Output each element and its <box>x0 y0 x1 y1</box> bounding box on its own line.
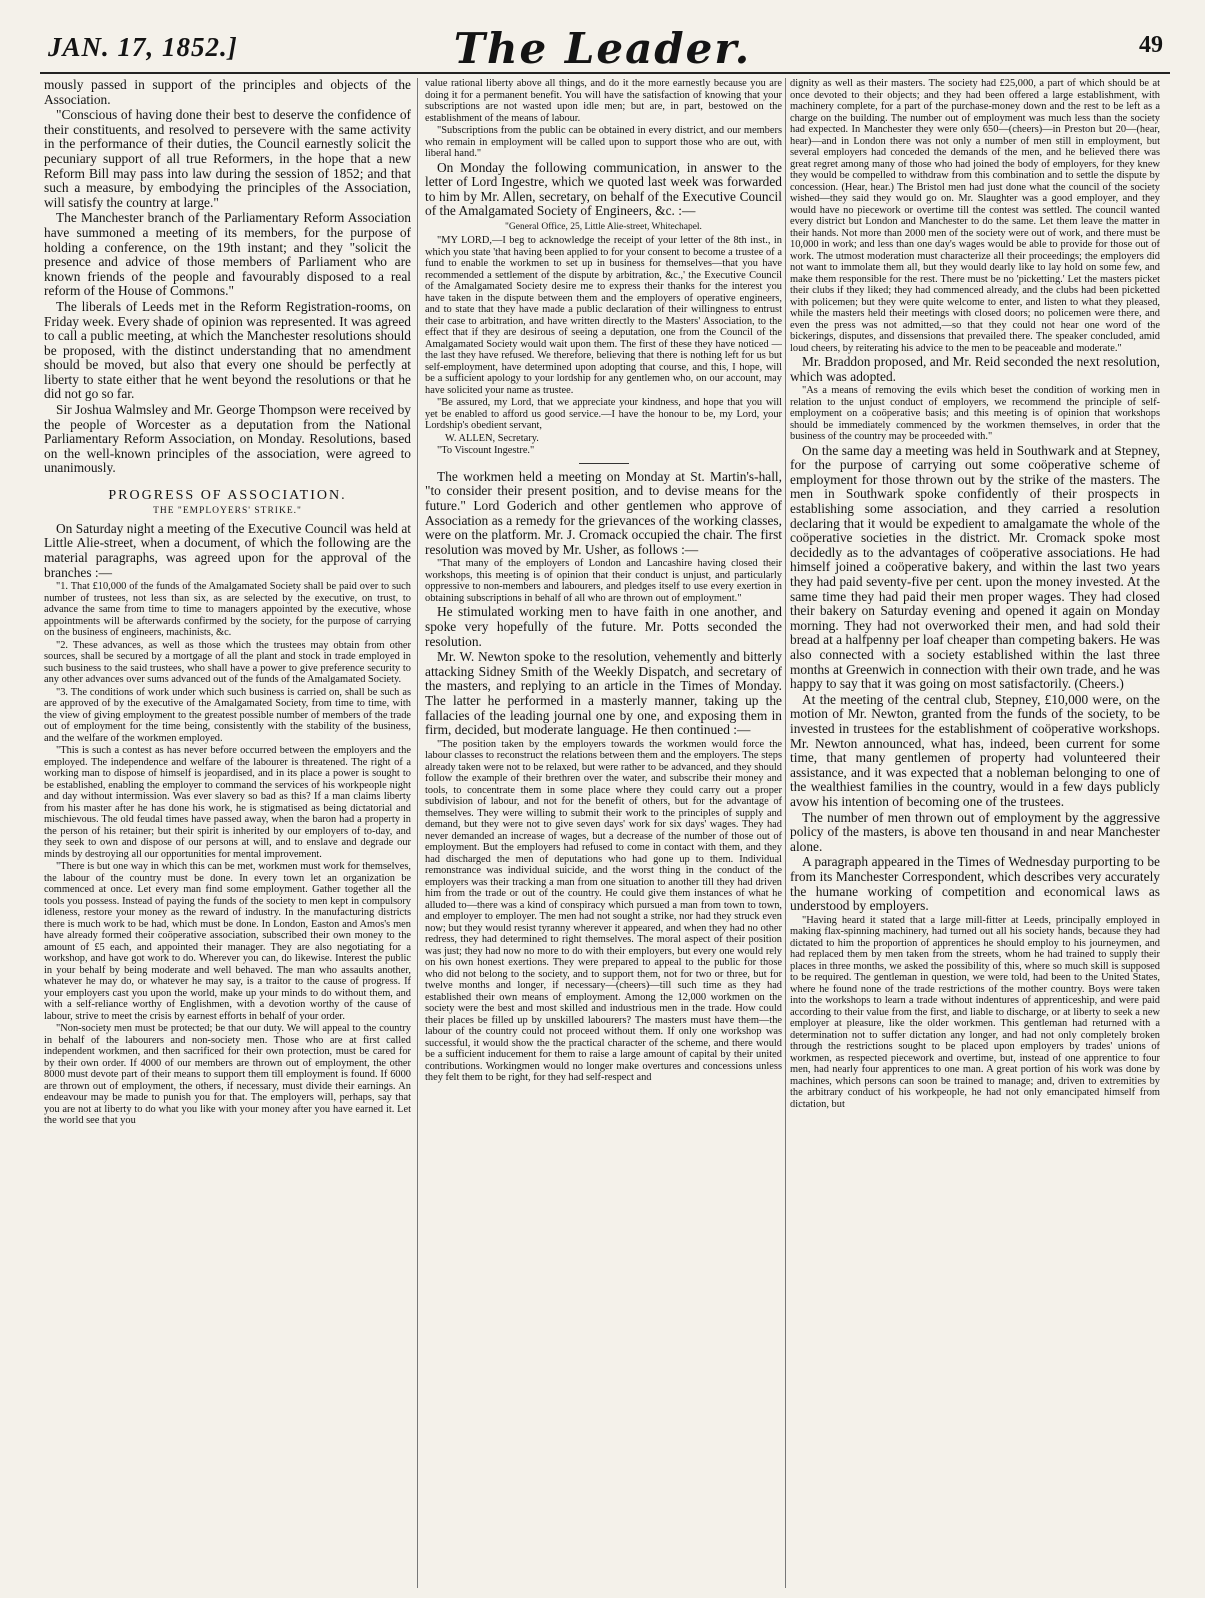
quote-paragraph: "Non-society men must be protected; be that our duty. We will appeal to the country in behalf of the labourers and non-society men. Those who are at first called independent workmen, and then sacrificed for their own protection, must be cared for by their own order. If 4000 of our members are thrown out of employment, the other 8000 must devote part of their means to support them till employment is found. If 6000 are thrown out of employment, the others, if necessary, must divide their earnings. An endeavour may be made to punish you for that. The employers will, perhaps, say that you are not at liberty to do what you like with your money after you have earned it. Let the world see that you <box>44 1023 411 1127</box>
quote-paragraph: "Subscriptions from the public can be obtained in every district, and our members who remain in employment will be called upon to support those who are out, with liberal hand." <box>425 125 782 159</box>
paragraph: At the meeting of the central club, Stepney, £10,000 were, on the motion of Mr. Newton, granted from the funds of the society, to be invested in trustees for the establishment of coöperative workshops. Mr. Newton announced, what has, indeed, been current for some time, that many gentlemen of property had volunteered their assistance, and it was expected that a nobleman belonging to one of the wealthiest families in the country, would in a few days publicly avow his intention of becoming one of the trustees. <box>790 691 1160 809</box>
paragraph: The Manchester branch of the Parliamentary Reform Association have summoned a meeting of its members, for the purpose of holding a conference, on the 19th instant; and they "solicit the presence and advice of those members of Parliament who are known friends of the people and favourably disposed to a real reform of the House of Commons." <box>44 210 411 299</box>
letter-paragraph: "To Viscount Ingestre." <box>437 445 535 457</box>
quote-paragraph: "That many of the employers of London and Lancashire having closed their workshops, this meeting is of opinion that their conduct is unjust, and particularly oppressive to non-members and labourers, and pledges itself to use every exertion in obtaining subscriptions in behalf of all who are thrown out of employment." <box>425 558 782 604</box>
quote-paragraph: "1. That £10,000 of the funds of the Amalgamated Society shall be paid over to such number of trustees, not less than six, as are selected by the executive, on trust, to advance the same from time to time to managers appointed by the executive, whose appointments will be afterwards confirmed by the society, for the purpose of carrying on the business of engineers, machinists, &c. <box>44 581 411 639</box>
quote-paragraph: "Having heard it stated that a large mill-fitter at Leeds, principally employed in making flax-spinning machinery, had turned out all his society hands, because they had dictated to him the proportion of apprentices he should employ to his journeymen, and had replaced them by men taken from the streets, whom he had trained to supply their places in three months, we asked the possibility of this, where so much skill is supposed to be required. The gentleman in question, we were told, had been to the United States, where he found none of the trade restrictions of the mother country. Boys were taken into the workshops to learn a trade without indentures of apprenticeship, and were paid according to their value from the first, and liable to discharge, or at liberty to seek a new employer at pleasure, like the older workmen. This gentleman had returned with a determination not to suffer dictation any longer, and had not only completely broken through the restrictions sought to be placed upon employers by trades' unions of workmen, as respected piecework and overtime, but, instead of one apprentice to four men, had nearly four apprentices to one man. A great portion of his work was done by machines, which persons can soon be trained to manage; and, driven to extremities by the arbitrary conduct of his workpeople, he had not only emancipated himself from dictation, but <box>790 914 1160 1110</box>
paragraph: Sir Joshua Walmsley and Mr. George Thompson were received by the people of Worcester as a deputation from the National Parliamentary Reform Association, on Monday. Resolutions, based on the well-known principles of the association, were agreed to unanimously. <box>44 402 411 476</box>
letter-signature <box>425 433 782 445</box>
letter-paragraph: "Be assured, my Lord, that we appreciate your kindness, and hope that you will yet be enabled to afford us good service.—I have the honour to be, my Lord, your Lordship's obedient servant, <box>425 397 782 432</box>
section-heading: PROGRESS OF ASSOCIATION. <box>108 488 347 504</box>
quote-paragraph: "As a means of removing the evils which beset the condition of working men in relation to the unjust conduct of employers, we recommend the principle of self-employment on a coöperative basis; and this meeting is of opinion that workshops should be immediately commenced by the workmen themselves, in order that the business of the country may be proceeded with." <box>790 385 1160 443</box>
column-divider <box>785 78 786 1588</box>
paragraph: The workmen held a meeting on Monday at St. Martin's-hall, "to consider their present position, and to devise means for the future." Lord Goderich and other gentlemen who approve of Association as a remedy for the grievances of the working classes, were on the platform. Mr. J. Cromack occupied the chair. The first resolution was moved by Mr. Usher, as follows :— <box>425 468 782 557</box>
page-number: 49 <box>1139 32 1163 58</box>
separator-rule <box>579 463 629 464</box>
section-subheading: THE "EMPLOYERS' STRIKE." <box>153 506 302 517</box>
letter-address: "General Office, 25, Little Alie-street, Whitechapel. <box>505 221 702 232</box>
quote-paragraph: value rational liberty above all things, and do it the more earnestly because you are doing it for a permanent benefit. You will have the satisfaction of knowing that your subscriptions are not wasted upon idle men; but are, in part, bestowed on the establishment of the means of labour. <box>425 78 782 124</box>
signature-text: W. ALLEN, Secretary. <box>445 432 539 444</box>
quote-paragraph: "This is such a contest as has never before occurred between the employers and the employed. The independence and welfare of the labourer is threatened. The right of a working man to dispose of himself is jeopardised, and in its place a power is sought to be established, enabling the employer to command the services of his workpeople night and day without intermission. Was ever slavery so bad as this? If a man claims liberty from his master after he has done his work, he is stigmatised as being dictatorial and mischievous. The old feudal times have passed away, when the baron had a property in the person of his retainer; but their spirit is inherited by our employers of to-day, and they seek to own and dispose of our persons at will, and to enslave and degrade our minds by destroying all our opportunities for mental improvement. <box>44 745 411 860</box>
paragraph: A paragraph appeared in the Times of Wednesday purporting to be from its Manchester Correspondent, which describes very accurately the humane working of competition and economical laws as understood by employers. <box>790 854 1160 914</box>
paragraph: He stimulated working men to have faith in one another, and spoke very hopefully of the future. Mr. Potts seconded the resolution. <box>425 604 782 649</box>
header-rule <box>40 72 1170 74</box>
column-3 <box>790 78 1160 1588</box>
column-2 <box>425 78 782 1588</box>
paragraph: The number of men thrown out of employment by the aggressive policy of the masters, is above ten thousand in and near Manchester alone. <box>790 809 1160 854</box>
paragraph: On the same day a meeting was held in Southwark and at Stepney, for the purpose of carrying out some coöperative scheme of employment for those thrown out by the strike of the masters. The men in Southwark spoke confidently of their prospects in establishing some association, and they carried a resolution declaring that it would be expedient to amalgamate the whole of the coöperative societies in the district. Mr. Cromack spoke most decidedly as to the advantages of coöperative associations. He had himself joined a coöperative bakery, and within the last two years they had paid seventy-five per cent. upon the money invested. At the same time they had paid their men proper wages. They had closed their bakery on Saturday evening and opened it again on Monday morning. They had not overworked their men, and had sold their bread at a halfpenny per loaf cheaper than competing bakers. He was also connected with a society established within the last three months at Greenwich in connection with their own trade, and he was happy to say that it was going on most satisfactorily. (Cheers.) <box>790 442 1160 692</box>
quote-paragraph: "The position taken by the employers towards the workmen would force the labour classes to reconstruct the relations between them and the employers. The steps already taken were not to be relaxed, but were rather to be advanced, and they should follow the example of their brethren over the water, and subscribe their money and tools, to concentrate them in some place where they could carry out a proper subdivision of labour, and not for the benefit of others, but for the advantage of themselves. They were willing to submit their work to the principles of supply and demand, but they were not to give seven days' work for six days' wages. They had never demanded an increase of wages, but a decrease of the number of those out of employment. But the employers had refused to come in contact with them, and they had discharged the men of deputations who had gone up to them. Individual remonstrance was individual suicide, and the worst thing in the conduct of the employers was their tracking a man from one situation to another till they had driven him from the trade or out of the country. He could give them instances of what he alluded to—there was a kind of conspiracy which pursued a man from town to town, and employer to employer. The men had not sought a strike, nor had they struck even now; but they would resist tyranny wherever it appeared, and when they had no other redress, they had determined to right themselves. The moral aspect of their position was just; they had now no more to do with their employers, but every one would rely on his own honest exertions. They were prepared to appeal to the public for those who did not belong to the society, and to support them, not for two or three, but for twelve months and longer, if necessary—(cheers)—till such time as they had established their own means of employment. Among the 12,000 workmen on the society were the best and most skilled and industrious men in the trade. How could their places be filled up by unskilled labourers? The masters must have them—the labour of the country could not proceed without them. If only one workshop was successful, it would show the the practical character of the scheme, and there would be a sufficient inducement for them to raise a large amount of capital by their united contributions. Workingmen would no longer make overtures and concessions unless they felt them to be right, for they had self-respect and <box>425 738 782 1084</box>
quote-paragraph: dignity as well as their masters. The society had £25,000, a part of which should be at once devoted to their objects; and they had been offered a large establishment, with machinery complete, for a part of the purchase-money down and the rest to be left as a charge on the building. The number out of employment was much less than the society had expected. In Manchester they were only 650—(cheers)—in Preston but 20—(hear, hear)—and in London there was not only a number of men still in employment, but several employers had conceded the demands of the men, and he believed there was great regret among many of those who had joined the body of employers, for they knew they would be compelled to withdraw from this combination and to settle the dispute by concession. (Hear, hear.) The Bristol men had just done what the council of the society wished—they said they would go on. Mr. Slaughter was a good employer, and they would have no piecework or overtime till the contest was settled. The council wanted every district but London and Manchester to do the same. Let them leave the matter in their hands. Not more than 2000 men of the society were out of work, and there must be 10,000 in work; and less than one day's wages would be able to provide for those out of work. The utmost moderation must characterize all their proceedings; the employers did not want to immolate them all, but they would dearly like to lay hold on some few, and make them responsible for the rest. There must be no 'picketting.' Let the masters picket their clubs if they liked; they had commenced already, and the clubs had been picketted with policemen; but they were quite welcome to enter, and listen to what they pleased, while the masters held their meetings with closed doors; no policemen were there, and even the press was not admitted,—so that they could not hear one word of the bickerings, disputes, and dissensions that prevailed there. The speaker concluded, amid loud cheers, by reiterating his advice to the men to be peaceable and moderate." <box>790 78 1160 354</box>
paragraph: On Monday the following communication, in answer to the letter of Lord Ingestre, which we quoted last week was forwarded to him by Mr. Allen, secretary, on behalf of the Executive Council of the Amalgamated Society of Engineers, &c. :— <box>425 159 782 219</box>
quote-paragraph: "Conscious of having done their best to deserve the confidence of their constituents, and resolved to persevere with the same activity in the performance of their duties, the Council earnestly solicit the pecuniary support of all true Reformers, in the hope that a new Reform Bill may pass into law during the session of 1852; and that such a measure, by embodying the principles of the Association, will satisfy the country at large." <box>44 107 411 210</box>
issue-date: JAN. 17, 1852.] <box>48 32 238 62</box>
paragraph: The liberals of Leeds met in the Reform Registration-rooms, on Friday week. Every shade of opinion was represented. It was agreed to call a public meeting, at which the Manchester resolutions should be proposed, with the distinct understanding that no amendment should be moved, but also that every one should be perfectly at liberty to state either that he went beyond the resolutions or that he did not go so far. <box>44 298 411 402</box>
quote-paragraph: "3. The conditions of work under which such business is carried on, shall be such as are approved of by the executive of the Amalgamated Society, from time to time, with the view of giving employment to the greatest possible number of members of the trade out of employment for the time being, consistently with the stability of the business, and the welfare of the workmen employed. <box>44 686 411 744</box>
column-divider <box>417 78 418 1588</box>
letter-paragraph: "MY LORD,—I beg to acknowledge the receipt of your letter of the 8th inst., in which you state 'that having been applied to for your consent to become a trustee of a fund to enable the workmen to set up in business for themselves—that you have recommended a settlement of the dispute by arbitration, &c.,' the Executive Council of the Amalgamated Society desire me to express their thanks for the interest you have taken in the dispute between them and the employers of operative engineers, and to state that they have made a public declaration of their willingness to entrust their case to arbitration, and have written directly to the Masters' Association, to the effect that if they are desirous of seeing a deputation, one from the Council of the Amalgamated Society would wait upon them. The first of these they have noticed —the last they have refused. We therefore, believing that there is nothing left for us but self-employment, have determined upon adopting that course, and this, I hope, will be a sufficient apology to your lordship for any gentlemen who, on our account, may have solicited your name as trustee. <box>425 235 782 396</box>
column-1 <box>44 78 411 1588</box>
newspaper-title: The Leader. <box>453 24 752 73</box>
quote-paragraph: "2. These advances, as well as those which the trustees may obtain from other sources, shall be secured by a mortgage of all the plant and stock in trade employed in such business to the said trustees, who shall have a power to give preference security to any other advances over sums advanced out of the funds of the Amalgamated Society. <box>44 639 411 686</box>
masthead <box>0 0 1205 72</box>
paragraph: Mr. Braddon proposed, and Mr. Reid seconded the next resolution, which was adopted. <box>790 354 1160 384</box>
paragraph: mously passed in support of the principles and objects of the Association. <box>44 78 411 107</box>
paragraph: Mr. W. Newton spoke to the resolution, vehemently and bitterly attacking Sidney Smith of the Weekly Dispatch, and secretary of the masters, and replying to an article in the Times of Monday. The latter he performed in a masterly manner, taking up the fallacies of the leading journal one by one, and exposing them in firm, decided, but moderate language. He then continued :— <box>425 649 782 738</box>
paragraph: On Saturday night a meeting of the Executive Council was held at Little Alie-street, when a document, of which the following are the material paragraphs, was agreed upon for the approval of the branches :— <box>44 520 411 580</box>
quote-paragraph: "There is but one way in which this can be met, workmen must work for themselves, the labour of the country must be done. In every town let an organization be commenced at once. Let every man find some employment. Gather together all the tools you possess. Instead of paying the funds of the society to men kept in compulsory idleness, restore your money as the reward of industry. In the manufacturing districts there is much work to be had, which must be done. In London, Easton and Amos's men have already formed their coöperative association, subscribed their own money to the amount of £5 each, and appointed their manager. They are also negotiating for a workshop, and have got work to do. Wherever you can, do likewise. Interest the public in your behalf by being moderate and well behaved. The man who assaults another, whatever he may do, or whatever he may say, is a traitor to the cause of progress. If your employers cast you upon the world, make up your minds to do without them, and with a self-reliance worthy of Englishmen, with a devotion worthy of the cause of labour, strive to meet the crisis by earnest efforts in behalf of your order. <box>44 861 411 1022</box>
